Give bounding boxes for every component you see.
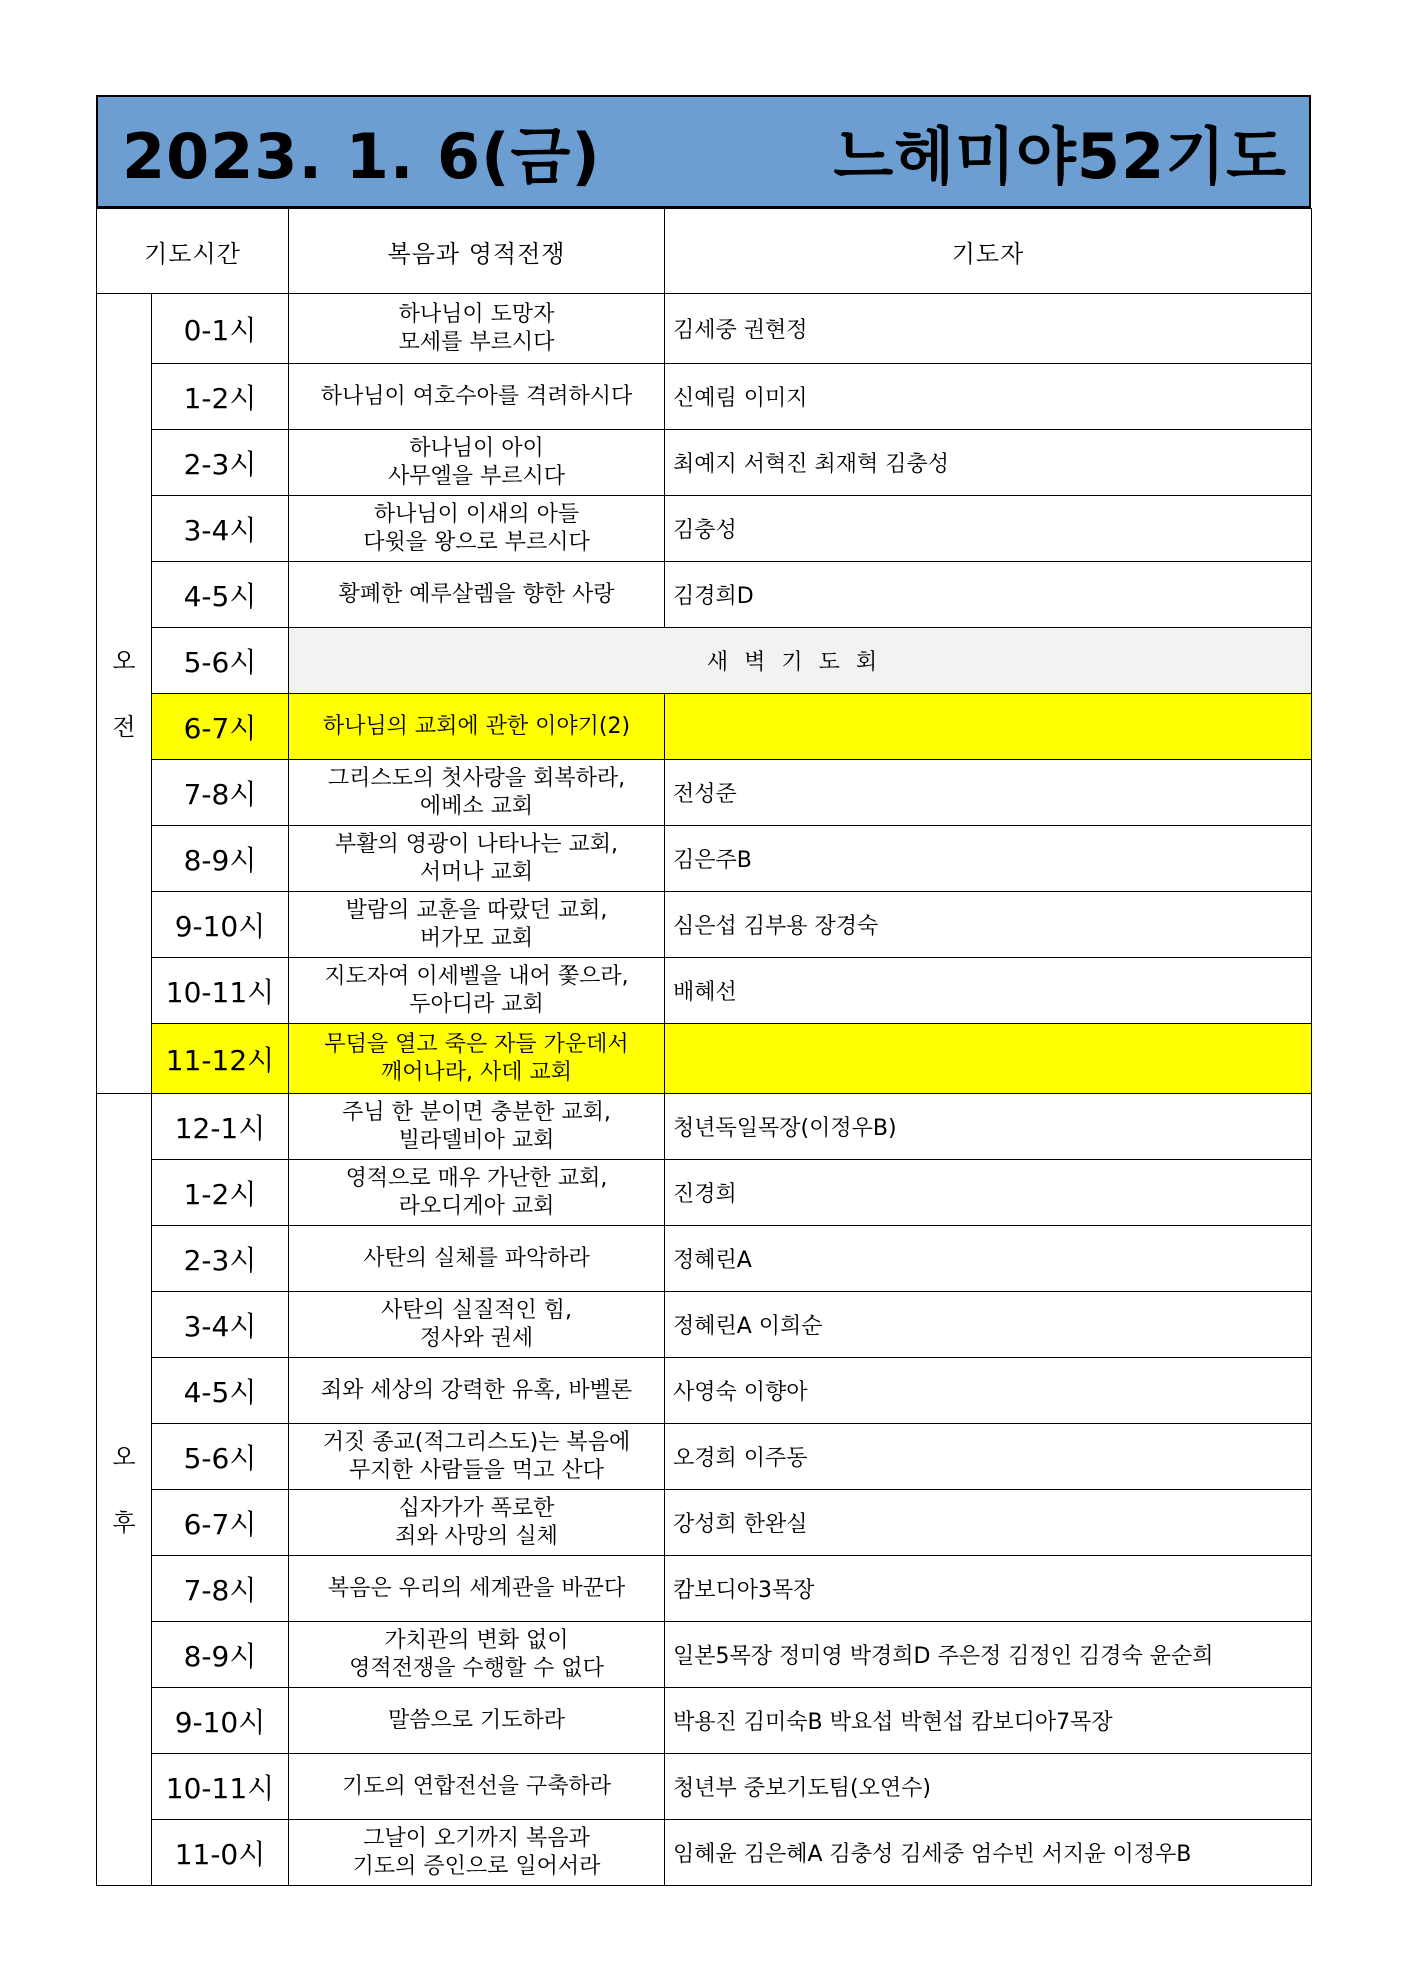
period-char: 오 [112,646,136,675]
time-cell: 5-6시 [152,628,289,694]
period-char: 전 [112,712,136,741]
time-cell: 11-12시 [152,1024,289,1094]
prayers-cell [665,694,1312,760]
topic-line: 버가모 교회 [419,925,534,951]
header-banner [96,95,1311,208]
topic-line: 정사와 권세 [419,1325,534,1351]
topic-cell [289,892,665,958]
time-cell: 10-11시 [152,1754,289,1820]
prayers-cell: 일본5목장 정미영 박경희D 주은정 김정인 김경숙 윤순희 [665,1622,1312,1688]
time-cell: 0-1시 [152,294,289,364]
time-cell: 8-9시 [152,826,289,892]
time-cell: 9-10시 [152,1688,289,1754]
special-session-cell: 새벽기도회 [289,628,1312,694]
time-cell: 3-4시 [152,496,289,562]
time-cell: 10-11시 [152,958,289,1024]
time-cell: 6-7시 [152,1490,289,1556]
schedule-row [97,1024,1312,1094]
topic-line: 두아디라 교회 [409,991,544,1017]
topic-cell [289,694,665,760]
schedule-row [97,1094,1312,1160]
prayers-cell: 사영숙 이향아 [665,1358,1312,1424]
time-cell: 1-2시 [152,364,289,430]
topic-line: 십자가가 폭로한 [398,1495,555,1521]
topic-line: 영적으로 매우 가난한 교회, [345,1165,608,1191]
schedule-row [97,1226,1312,1292]
schedule-row [97,430,1312,496]
topic-cell [289,1358,665,1424]
topic-cell [289,826,665,892]
time-cell: 3-4시 [152,1292,289,1358]
schedule-row [97,1160,1312,1226]
prayers-cell: 강성희 한완실 [665,1490,1312,1556]
prayers-cell [665,1024,1312,1094]
schedule-row [97,1688,1312,1754]
topic-line: 하나님이 여호수아를 격려하시다 [320,383,633,409]
topic-line: 말씀으로 기도하라 [387,1707,565,1733]
schedule-row [97,1490,1312,1556]
schedule-row [97,496,1312,562]
topic-cell [289,760,665,826]
prayers-cell: 임혜윤 김은혜A 김충성 김세중 엄수빈 서지윤 이정우B [665,1820,1312,1886]
topic-line: 지도자여 이세벨을 내어 쫓으라, [324,963,629,989]
schedule-row [97,694,1312,760]
time-cell: 9-10시 [152,892,289,958]
topic-cell [289,1820,665,1886]
time-cell: 12-1시 [152,1094,289,1160]
topic-line: 영적전쟁을 수행할 수 없다 [349,1655,604,1681]
topic-cell [289,1160,665,1226]
schedule-row [97,892,1312,958]
period-char: 오 [112,1442,136,1471]
topic-line: 주님 한 분이면 충분한 교회, [342,1099,611,1125]
prayers-cell: 김세중 권현정 [665,294,1312,364]
prayer-schedule-sheet [96,95,1311,1886]
topic-cell [289,1556,665,1622]
period-label-am [97,294,152,1094]
topic-line: 황폐한 예루살렘을 향한 사랑 [338,581,615,607]
schedule-row [97,1556,1312,1622]
topic-cell [289,1292,665,1358]
topic-line: 무덤을 열고 죽은 자들 가운데서 [324,1031,629,1057]
prayers-cell: 청년독일목장(이정우B) [665,1094,1312,1160]
topic-line: 기도의 증인으로 일어서라 [352,1853,601,1879]
prayers-cell: 전성준 [665,760,1312,826]
topic-line: 하나님의 교회에 관한 이야기(2) [322,713,631,739]
schedule-row [97,958,1312,1024]
topic-cell [289,958,665,1024]
topic-line: 무지한 사람들을 먹고 산다 [349,1457,604,1483]
prayers-cell: 심은섭 김부용 장경숙 [665,892,1312,958]
schedule-row [97,1622,1312,1688]
prayers-cell: 김은주B [665,826,1312,892]
header-date: 2023. 1. 6(금) [122,120,601,193]
topic-cell [289,1094,665,1160]
schedule-row [97,1292,1312,1358]
time-cell: 7-8시 [152,1556,289,1622]
topic-cell [289,1688,665,1754]
topic-line: 사무엘을 부르시다 [387,463,565,489]
schedule-row [97,364,1312,430]
prayers-cell: 오경희 이주동 [665,1424,1312,1490]
topic-line: 다윗을 왕으로 부르시다 [363,529,590,555]
topic-line: 모세를 부르시다 [398,329,555,355]
schedule-row [97,1754,1312,1820]
topic-cell [289,1490,665,1556]
topic-cell [289,1226,665,1292]
topic-line: 에베소 교회 [419,793,534,819]
topic-line: 발람의 교훈을 따랐던 교회, [345,897,608,923]
prayers-cell: 박용진 김미숙B 박요섭 박현섭 캄보디아7목장 [665,1688,1312,1754]
column-header-time: 기도시간 [97,209,289,294]
time-cell: 7-8시 [152,760,289,826]
prayers-cell: 정혜린A [665,1226,1312,1292]
topic-line: 빌라델비아 교회 [398,1127,555,1153]
prayers-cell: 배혜선 [665,958,1312,1024]
topic-line: 죄와 사망의 실체 [395,1523,558,1549]
time-cell: 6-7시 [152,694,289,760]
topic-line: 서머나 교회 [419,859,534,885]
schedule-row [97,760,1312,826]
topic-line: 하나님이 아이 [409,435,544,461]
topic-cell [289,1754,665,1820]
prayers-cell: 진경희 [665,1160,1312,1226]
prayers-cell: 김경희D [665,562,1312,628]
column-header-topic: 복음과 영적전쟁 [289,209,665,294]
topic-line: 그날이 오기까지 복음과 [363,1825,590,1851]
topic-line: 그리스도의 첫사랑을 회복하라, [327,765,626,791]
time-cell: 2-3시 [152,1226,289,1292]
schedule-table [96,208,1312,1886]
time-cell: 11-0시 [152,1820,289,1886]
schedule-row [97,1424,1312,1490]
topic-line: 하나님이 도망자 [398,301,555,327]
topic-line: 깨어나라, 사데 교회 [381,1059,572,1085]
topic-cell [289,1024,665,1094]
topic-line: 라오디게아 교회 [398,1193,555,1219]
schedule-row [97,562,1312,628]
prayers-cell: 청년부 중보기도팀(오연수) [665,1754,1312,1820]
schedule-row [97,1820,1312,1886]
prayers-cell: 캄보디아3목장 [665,1556,1312,1622]
prayers-cell: 신예림 이미지 [665,364,1312,430]
time-cell: 8-9시 [152,1622,289,1688]
topic-line: 사탄의 실체를 파악하라 [363,1245,590,1271]
topic-line: 부활의 영광이 나타나는 교회, [335,831,618,857]
header-title: 느헤미야52기도 [833,120,1287,193]
prayers-cell: 정혜린A 이희순 [665,1292,1312,1358]
topic-cell [289,1424,665,1490]
topic-line: 가치관의 변화 없이 [384,1627,569,1653]
schedule-row [97,294,1312,364]
topic-cell [289,430,665,496]
topic-cell [289,496,665,562]
topic-cell [289,1622,665,1688]
time-cell: 4-5시 [152,1358,289,1424]
topic-line: 사탄의 실질적인 힘, [381,1297,572,1323]
topic-cell [289,562,665,628]
schedule-row [97,1358,1312,1424]
topic-line: 거짓 종교(적그리스도)는 복음에 [322,1429,631,1455]
topic-line: 복음은 우리의 세계관을 바꾼다 [327,1575,626,1601]
time-cell: 5-6시 [152,1424,289,1490]
topic-cell [289,294,665,364]
prayers-cell: 최예지 서혁진 최재혁 김충성 [665,430,1312,496]
period-char: 후 [112,1508,136,1537]
topic-line: 죄와 세상의 강력한 유혹, 바벨론 [320,1377,633,1403]
time-cell: 1-2시 [152,1160,289,1226]
prayers-cell: 김충성 [665,496,1312,562]
topic-cell [289,364,665,430]
column-header-prayers: 기도자 [665,209,1312,294]
time-cell: 2-3시 [152,430,289,496]
period-label-pm [97,1094,152,1886]
topic-line: 하나님이 이새의 아들 [373,501,580,527]
schedule-row [97,628,1312,694]
time-cell: 4-5시 [152,562,289,628]
schedule-row [97,826,1312,892]
topic-line: 기도의 연합전선을 구축하라 [341,1773,611,1799]
